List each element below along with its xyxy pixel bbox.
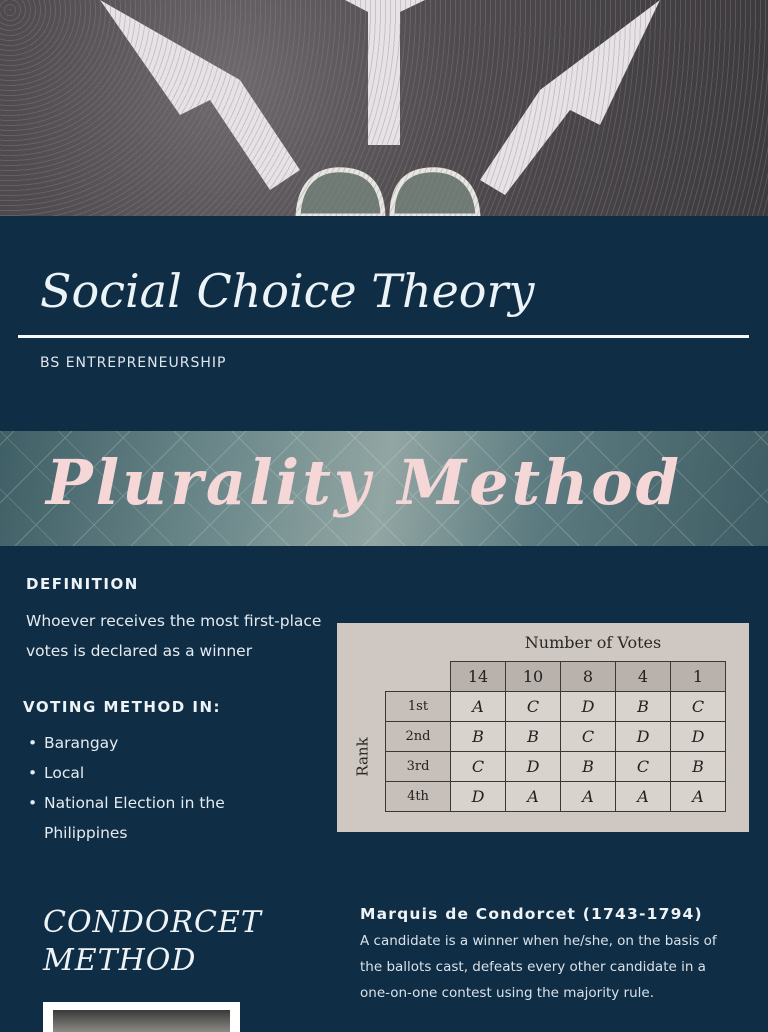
table-header-row (386, 662, 726, 692)
list-item: • National Election in the Philippines (26, 788, 284, 848)
table-corner (386, 662, 451, 692)
definition-text: Whoever receives the most first-place votes is declared as a winner (26, 612, 322, 660)
table-row (386, 692, 726, 722)
votes-cell: 1 (671, 662, 726, 692)
table-cell: B (506, 722, 561, 752)
rank-cell: 4th (386, 782, 451, 812)
list-item: • Barangay (26, 728, 284, 758)
table-cell: C (506, 692, 561, 722)
condorcet-title: CONDORCET METHOD (43, 905, 262, 978)
definition-heading: DEFINITION (26, 575, 139, 593)
asphalt-texture (0, 0, 768, 216)
list-item: • Local (26, 758, 284, 788)
rank-cell: 2nd (386, 722, 451, 752)
rank-axis-label: Rank (353, 737, 372, 777)
table-cell: B (616, 692, 671, 722)
table-cell: C (451, 752, 506, 782)
table-cell: C (561, 722, 616, 752)
condorcet-portrait (43, 1002, 240, 1032)
rank-cell: 3rd (386, 752, 451, 782)
table-cell: C (671, 692, 726, 722)
page-title: Social Choice Theory (40, 264, 535, 318)
condorcet-person: Marquis de Condorcet (1743-1794) (360, 905, 703, 923)
voting-method-list (26, 728, 284, 848)
title-divider (18, 335, 749, 338)
condorcet-description: A candidate is a winner when he/she, on the basis of the ballots cast, defeats every other candidate in a one-on-one contest using the majority rule. (360, 933, 717, 1001)
voting-heading: VOTING METHOD IN: (23, 698, 222, 716)
table-cell: A (671, 782, 726, 812)
portrait-image (53, 1010, 230, 1032)
preference-table (385, 661, 726, 812)
table-cell: D (561, 692, 616, 722)
table-cell: D (451, 782, 506, 812)
table-cell: B (561, 752, 616, 782)
votes-cell: 4 (616, 662, 671, 692)
rank-cell: 1st (386, 692, 451, 722)
hero-photo-road-arrows (0, 0, 768, 216)
table-cell: A (506, 782, 561, 812)
table-cell: A (561, 782, 616, 812)
votes-cell: 10 (506, 662, 561, 692)
table-cell: D (506, 752, 561, 782)
table-cell: A (451, 692, 506, 722)
table-row (386, 722, 726, 752)
table-row (386, 782, 726, 812)
table-cell: D (671, 722, 726, 752)
banner-title: Plurality Method (46, 446, 682, 519)
table-cell: C (616, 752, 671, 782)
table-cell: D (616, 722, 671, 752)
table-caption: Number of Votes (524, 633, 662, 652)
table-cell: B (451, 722, 506, 752)
table-row (386, 752, 726, 782)
votes-cell: 14 (451, 662, 506, 692)
title-band (0, 216, 768, 431)
preference-table-photo (337, 623, 749, 832)
votes-cell: 8 (561, 662, 616, 692)
table-cell: B (671, 752, 726, 782)
table-cell: A (616, 782, 671, 812)
page-subtitle: BS ENTREPRENEURSHIP (40, 355, 227, 371)
